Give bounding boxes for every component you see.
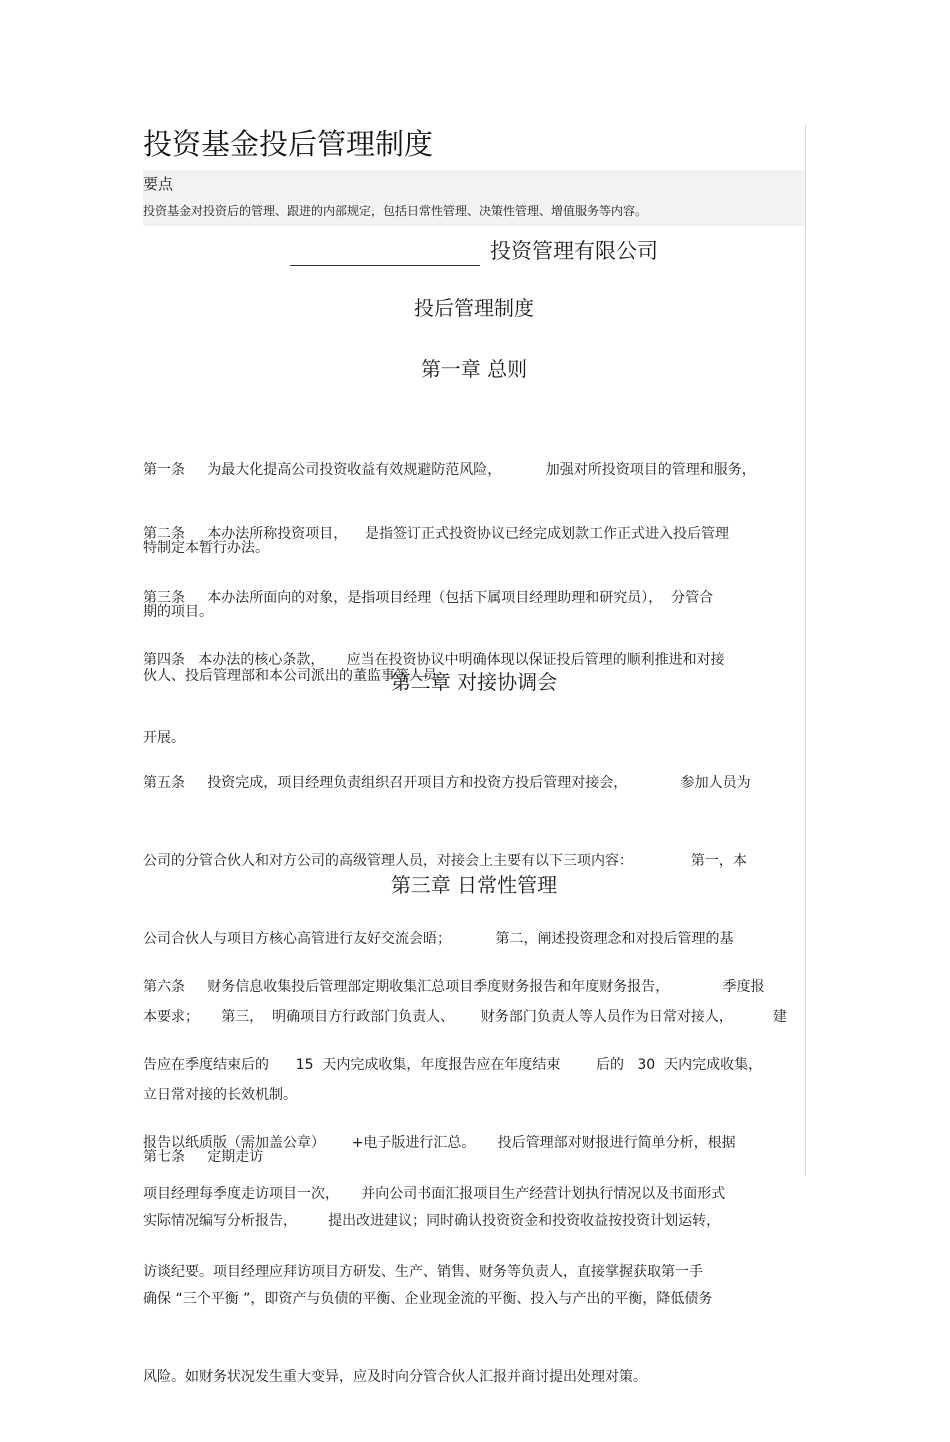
article-line: 第三条 本办法所面向的对象，是指项目经理（包括下属项目经理助理和研究员）， 分管合 (143, 590, 714, 606)
summary-text: 投资基金对投资后的管理、跟进的内部规定，包括日常性管理、决策性管理、增值服务等内容。 (143, 204, 648, 218)
article-7-body (143, 1129, 805, 1337)
article-line: 伙人、投后管理部和本公司派出的董监事等人员。 (143, 668, 451, 684)
article-line: 访谈纪要。项目经理应拜访项目方研发、生产、销售、财务等负责人，直接掌握获取第一手 (143, 1264, 703, 1280)
article-line: 开展。 (143, 730, 185, 746)
article-line: 第六条 财务信息收集投后管理部定期收集汇总项目季度财务报告和年度财务报告， 季度报 (143, 979, 765, 995)
article-line: 确保 “三个平衡 ”，即资产与负债的平衡、企业现金流的平衡、投入与产出的平衡，降低债务 (143, 1291, 713, 1307)
article-line: 第一条 为最大化提高公司投资收益有效规避防范风险， 加强对所投资项目的管理和服务， (143, 462, 756, 478)
article-line: 期的项目。 (143, 604, 213, 620)
article-line: 第四条 本办法的核心条款， 应当在投资协议中明确体现以保证投后管理的顺利推进和对接 (143, 652, 725, 668)
article-line: 第二条 本办法所称投资项目， 是指签订正式投资协议已经完成划款工作正式进入投后管理 (143, 526, 730, 542)
article-line: 第七条 定期走访 (143, 1149, 264, 1165)
article-line: 报告以纸质版（需加盖公章） +电子版进行汇总。 投后管理部对财报进行简单分析，根据 (143, 1135, 736, 1151)
document-page (143, 124, 806, 1385)
article-line: 第五条 投资完成，项目经理负责组织召开项目方和投资方投后管理对接会， 参加人员为 (143, 775, 751, 791)
summary-label: 要点 (143, 175, 174, 193)
company-name-suffix: 投资管理有限公司 (490, 239, 658, 263)
article-line: 本要求； 第三， 明确项目方行政部门负责人、 财务部门负责人等人员作为日常对接人， 建 (143, 1009, 787, 1025)
article-line: 项目经理每季度走访项目一次， 并向公司书面汇报项目生产经营计划执行情况以及书面形式 (143, 1186, 726, 1202)
article-line: 实际情况编写分析报告， 提出改进建议；同时确认投资资金和投资收益按投资计划运转， (143, 1213, 721, 1229)
chapter-2-heading: 第二章 对接协调会 (390, 670, 558, 694)
company-name-line (143, 236, 805, 266)
chapter-1-heading: 第一章 总则 (420, 357, 528, 381)
regulation-heading: 投后管理制度 (414, 296, 534, 320)
article-line: 特制定本暂行办法。 (143, 540, 269, 556)
article-line: 告应在季度结束后的 15 天内完成收集，年度报告应在年度结束 后的 30 天内完成收集， (143, 1057, 763, 1073)
summary-box (143, 170, 805, 226)
document-title: 投资基金投后管理制度 (143, 127, 434, 161)
article-line: 立日常对接的长效机制。 (143, 1087, 297, 1103)
company-name-blank (290, 243, 480, 266)
chapter-3-heading: 第三章 日常性管理 (390, 873, 558, 897)
article-line: 公司合伙人与项目方核心高管进行友好交流会晤； 第二，阐述投资理念和对投后管理的基 (143, 931, 734, 947)
article-line: 公司的分管合伙人和对方公司的高级管理人员，对接会上主要有以下三项内容： 第一，本 (143, 853, 747, 869)
article-line: 风险。如财务状况发生重大变异，应及时向分管合伙人汇报并商讨提出处理对策。 (143, 1369, 647, 1385)
